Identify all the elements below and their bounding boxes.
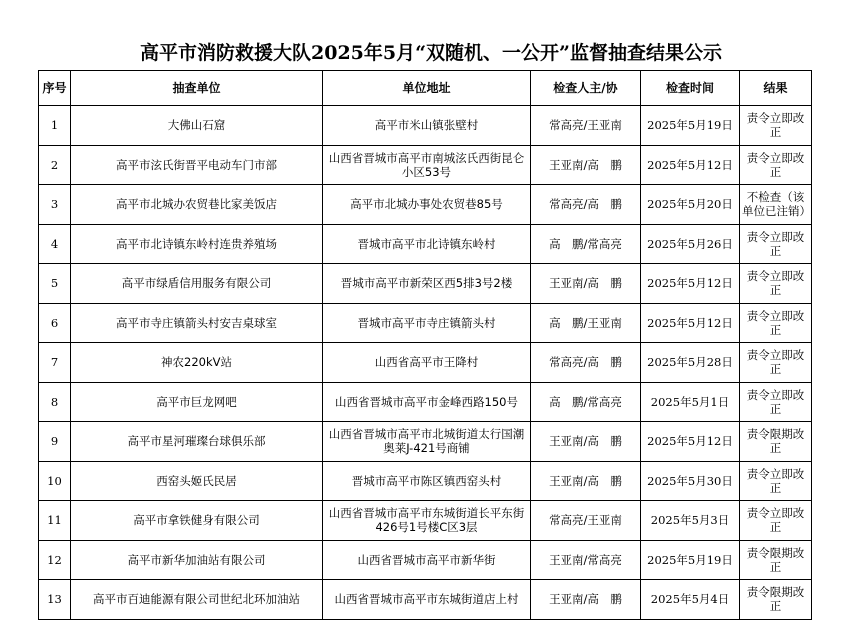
cell-date: 2025年5月12日 xyxy=(641,303,740,343)
cell-result: 责令立即改正 xyxy=(740,224,812,264)
cell-result: 责令限期改正 xyxy=(740,540,812,580)
cell-result: 责令立即改正 xyxy=(740,501,812,541)
cell-inspectors: 高 鹏/常高亮 xyxy=(531,224,641,264)
cell-index: 4 xyxy=(39,224,71,264)
cell-index: 9 xyxy=(39,422,71,462)
cell-inspectors: 王亚南/常高亮 xyxy=(531,540,641,580)
cell-index: 11 xyxy=(39,501,71,541)
cell-result: 责令立即改正 xyxy=(740,343,812,383)
cell-inspectors: 高 鹏/常高亮 xyxy=(531,382,641,422)
cell-result: 责令立即改正 xyxy=(740,264,812,304)
cell-date: 2025年5月28日 xyxy=(641,343,740,383)
cell-inspectors: 王亚南/高 鹏 xyxy=(531,422,641,462)
cell-date: 2025年5月30日 xyxy=(641,461,740,501)
cell-unit: 高平市寺庄镇箭头村安吉桌球室 xyxy=(71,303,323,343)
cell-index: 13 xyxy=(39,580,71,620)
header-date: 检查时间 xyxy=(641,71,740,106)
cell-index: 10 xyxy=(39,461,71,501)
cell-result: 责令立即改正 xyxy=(740,382,812,422)
cell-date: 2025年5月19日 xyxy=(641,106,740,146)
cell-inspectors: 常高亮/王亚南 xyxy=(531,106,641,146)
cell-date: 2025年5月12日 xyxy=(641,264,740,304)
table-row xyxy=(39,145,812,185)
cell-result: 不检查（该单位已注销） xyxy=(740,185,812,225)
cell-index: 8 xyxy=(39,382,71,422)
cell-date: 2025年5月12日 xyxy=(641,422,740,462)
cell-date: 2025年5月3日 xyxy=(641,501,740,541)
cell-unit: 高平市拿铁健身有限公司 xyxy=(71,501,323,541)
cell-address: 高平市米山镇张壁村 xyxy=(323,106,531,146)
cell-date: 2025年5月1日 xyxy=(641,382,740,422)
cell-address: 晋城市高平市寺庄镇箭头村 xyxy=(323,303,531,343)
cell-date: 2025年5月20日 xyxy=(641,185,740,225)
cell-unit: 高平市星河璀璨台球俱乐部 xyxy=(71,422,323,462)
cell-unit: 西窑头姬氏民居 xyxy=(71,461,323,501)
cell-index: 2 xyxy=(39,145,71,185)
cell-address: 晋城市高平市新荣区西5排3号2楼 xyxy=(323,264,531,304)
cell-result: 责令立即改正 xyxy=(740,145,812,185)
cell-result: 责令立即改正 xyxy=(740,303,812,343)
inspection-results-table xyxy=(38,70,812,620)
cell-address: 山西省晋城市高平市金峰西路150号 xyxy=(323,382,531,422)
table-row xyxy=(39,106,812,146)
table-row xyxy=(39,185,812,225)
cell-result: 责令限期改正 xyxy=(740,422,812,462)
cell-result: 责令立即改正 xyxy=(740,461,812,501)
table-row xyxy=(39,461,812,501)
cell-address: 山西省晋城市高平市北城街道太行国潮奥莱J-421号商铺 xyxy=(323,422,531,462)
cell-unit: 高平市巨龙网吧 xyxy=(71,382,323,422)
cell-index: 6 xyxy=(39,303,71,343)
table-header-row xyxy=(39,71,812,106)
cell-inspectors: 常高亮/高 鹏 xyxy=(531,343,641,383)
cell-date: 2025年5月26日 xyxy=(641,224,740,264)
table-row xyxy=(39,580,812,620)
cell-index: 5 xyxy=(39,264,71,304)
header-inspectors: 检查人主/协 xyxy=(531,71,641,106)
cell-index: 3 xyxy=(39,185,71,225)
table-row xyxy=(39,382,812,422)
table-row xyxy=(39,224,812,264)
table-row xyxy=(39,303,812,343)
cell-inspectors: 常高亮/高 鹏 xyxy=(531,185,641,225)
cell-inspectors: 王亚南/高 鹏 xyxy=(531,580,641,620)
cell-index: 12 xyxy=(39,540,71,580)
cell-date: 2025年5月4日 xyxy=(641,580,740,620)
cell-result: 责令限期改正 xyxy=(740,580,812,620)
cell-unit: 高平市北城办农贸巷比家美饭店 xyxy=(71,185,323,225)
cell-address: 晋城市高平市陈区镇西窑头村 xyxy=(323,461,531,501)
table-row xyxy=(39,343,812,383)
page-title: 高平市消防救援大队2025年5月“双随机、一公开”监督抽查结果公示 xyxy=(140,42,722,64)
header-result: 结果 xyxy=(740,71,812,106)
cell-date: 2025年5月12日 xyxy=(641,145,740,185)
cell-address: 山西省晋城市高平市东城街道长平东街426号1号楼C区3层 xyxy=(323,501,531,541)
cell-unit: 高平市新华加油站有限公司 xyxy=(71,540,323,580)
cell-index: 1 xyxy=(39,106,71,146)
table-row xyxy=(39,540,812,580)
cell-date: 2025年5月19日 xyxy=(641,540,740,580)
table-row xyxy=(39,264,812,304)
cell-address: 山西省晋城市高平市东城街道店上村 xyxy=(323,580,531,620)
cell-inspectors: 常高亮/王亚南 xyxy=(531,501,641,541)
cell-unit: 神农220kV站 xyxy=(71,343,323,383)
header-index: 序号 xyxy=(39,71,71,106)
cell-unit: 高平市泫氏街晋平电动车门市部 xyxy=(71,145,323,185)
header-address: 单位地址 xyxy=(323,71,531,106)
cell-address: 高平市北城办事处农贸巷85号 xyxy=(323,185,531,225)
cell-inspectors: 王亚南/高 鹏 xyxy=(531,264,641,304)
cell-address: 山西省晋城市高平市新华街 xyxy=(323,540,531,580)
header-unit: 抽查单位 xyxy=(71,71,323,106)
cell-address: 晋城市高平市北诗镇东岭村 xyxy=(323,224,531,264)
cell-address: 山西省高平市王降村 xyxy=(323,343,531,383)
cell-unit: 高平市北诗镇东岭村连贵养殖场 xyxy=(71,224,323,264)
cell-unit: 高平市百迪能源有限公司世纪北环加油站 xyxy=(71,580,323,620)
cell-result: 责令立即改正 xyxy=(740,106,812,146)
cell-inspectors: 王亚南/高 鹏 xyxy=(531,461,641,501)
cell-address: 山西省晋城市高平市南城泫氏西街昆仑小区53号 xyxy=(323,145,531,185)
table-row xyxy=(39,422,812,462)
cell-unit: 大佛山石窟 xyxy=(71,106,323,146)
cell-index: 7 xyxy=(39,343,71,383)
cell-inspectors: 王亚南/高 鹏 xyxy=(531,145,641,185)
cell-inspectors: 高 鹏/王亚南 xyxy=(531,303,641,343)
cell-unit: 高平市绿盾信用服务有限公司 xyxy=(71,264,323,304)
table-row xyxy=(39,501,812,541)
